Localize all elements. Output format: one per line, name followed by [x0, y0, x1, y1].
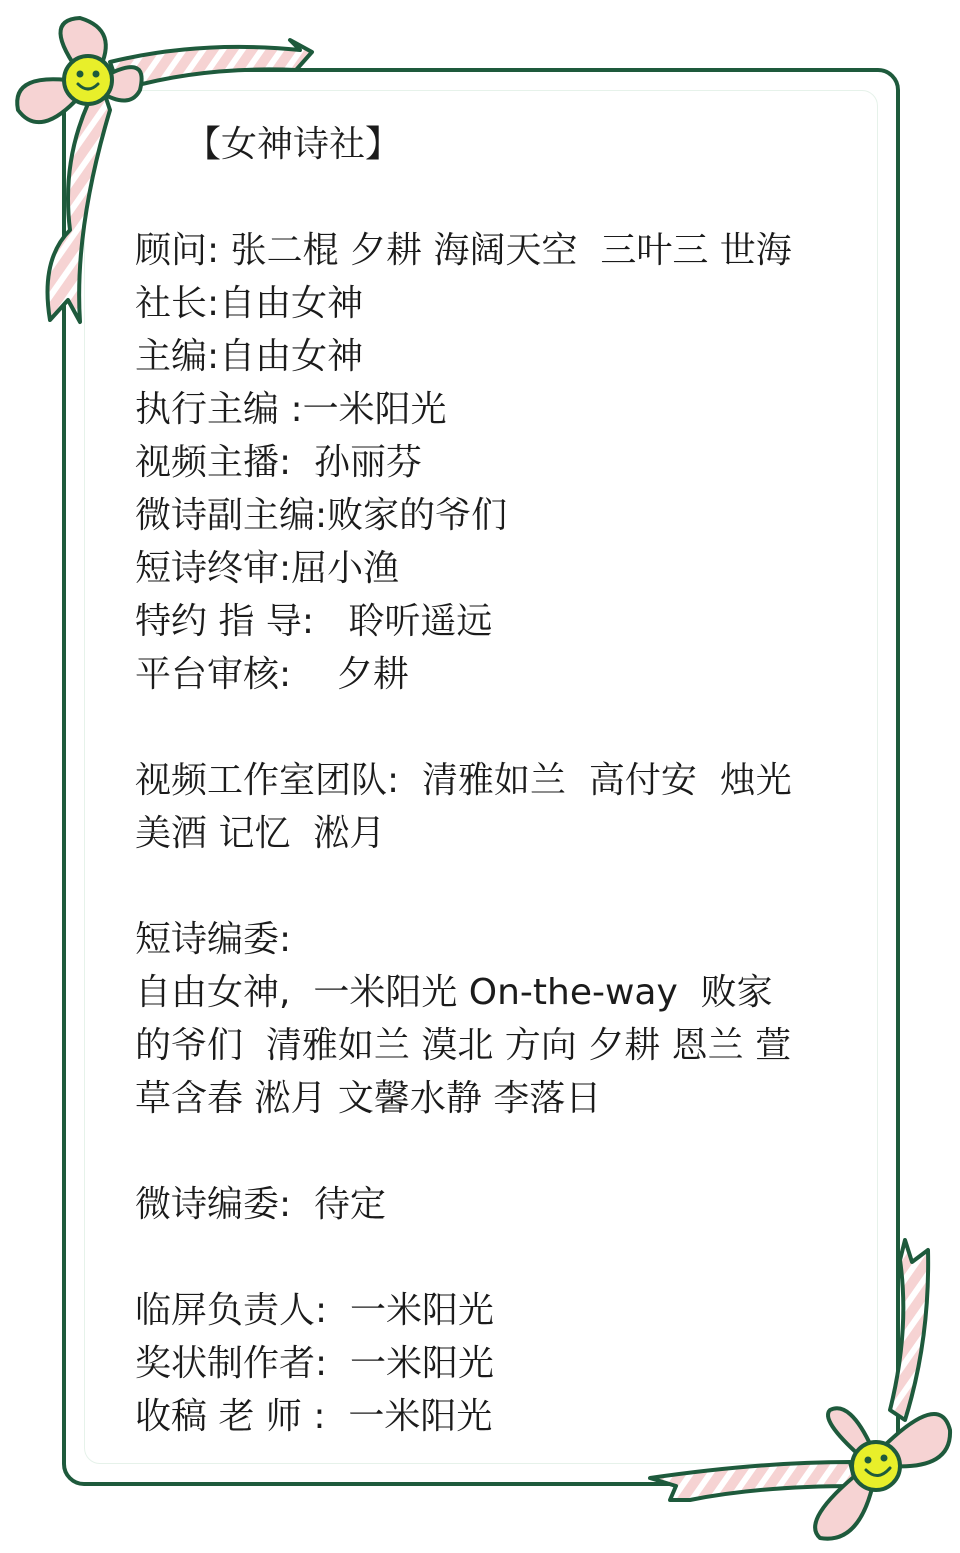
micro-poem-committee-line: 微诗编委: 待定: [135, 1184, 387, 1225]
roster-line-platform-review: 平台审核: 夕耕: [135, 654, 409, 695]
roster-line-short-poem-reviewer: 短诗终审:屈小渔: [135, 548, 400, 589]
roster-line-executive-editor: 执行主编 :一米阳光: [135, 389, 447, 430]
footer-line-certificate-maker: 奖状制作者: 一米阳光: [135, 1343, 495, 1384]
spacer: [135, 1231, 855, 1284]
roster-line-video-host: 视频主播: 孙丽芬: [135, 442, 423, 483]
roster-line-micro-poem-deputy: 微诗副主编:败家的爷们: [135, 495, 508, 536]
spacer: [135, 860, 855, 913]
short-poem-committee-label: 短诗编委:: [135, 919, 292, 960]
roster-line-special-guidance: 特约 指 导: 聆听遥远: [135, 601, 493, 642]
page-title: 【女神诗社】: [185, 124, 402, 165]
spacer: [135, 701, 855, 754]
short-poem-committee-line: 自由女神, 一米阳光 On-the-way 败家: [135, 972, 773, 1013]
footer-line-submission-teacher: 收稿 老 师 : 一米阳光: [135, 1396, 493, 1437]
poetry-club-roster: [135, 118, 855, 1443]
spacer: [135, 171, 855, 224]
spacer: [135, 1125, 855, 1178]
roster-line-advisors: 顾问: 张二棍 夕耕 海阔天空 三叶三 世海: [135, 230, 792, 271]
footer-line-screen-lead: 临屏负责人: 一米阳光: [135, 1290, 495, 1331]
short-poem-committee-line: 草含春 淞月 文馨水静 李落日: [135, 1078, 602, 1119]
video-team-line: 视频工作室团队: 清雅如兰 高付安 烛光: [135, 760, 792, 801]
video-team-line: 美酒 记忆 淞月: [135, 813, 386, 854]
short-poem-committee-line: 的爷们 清雅如兰 漠北 方向 夕耕 恩兰 萱: [135, 1025, 792, 1066]
roster-line-chief-editor: 主编:自由女神: [135, 336, 364, 377]
roster-line-president: 社长:自由女神: [135, 283, 364, 324]
